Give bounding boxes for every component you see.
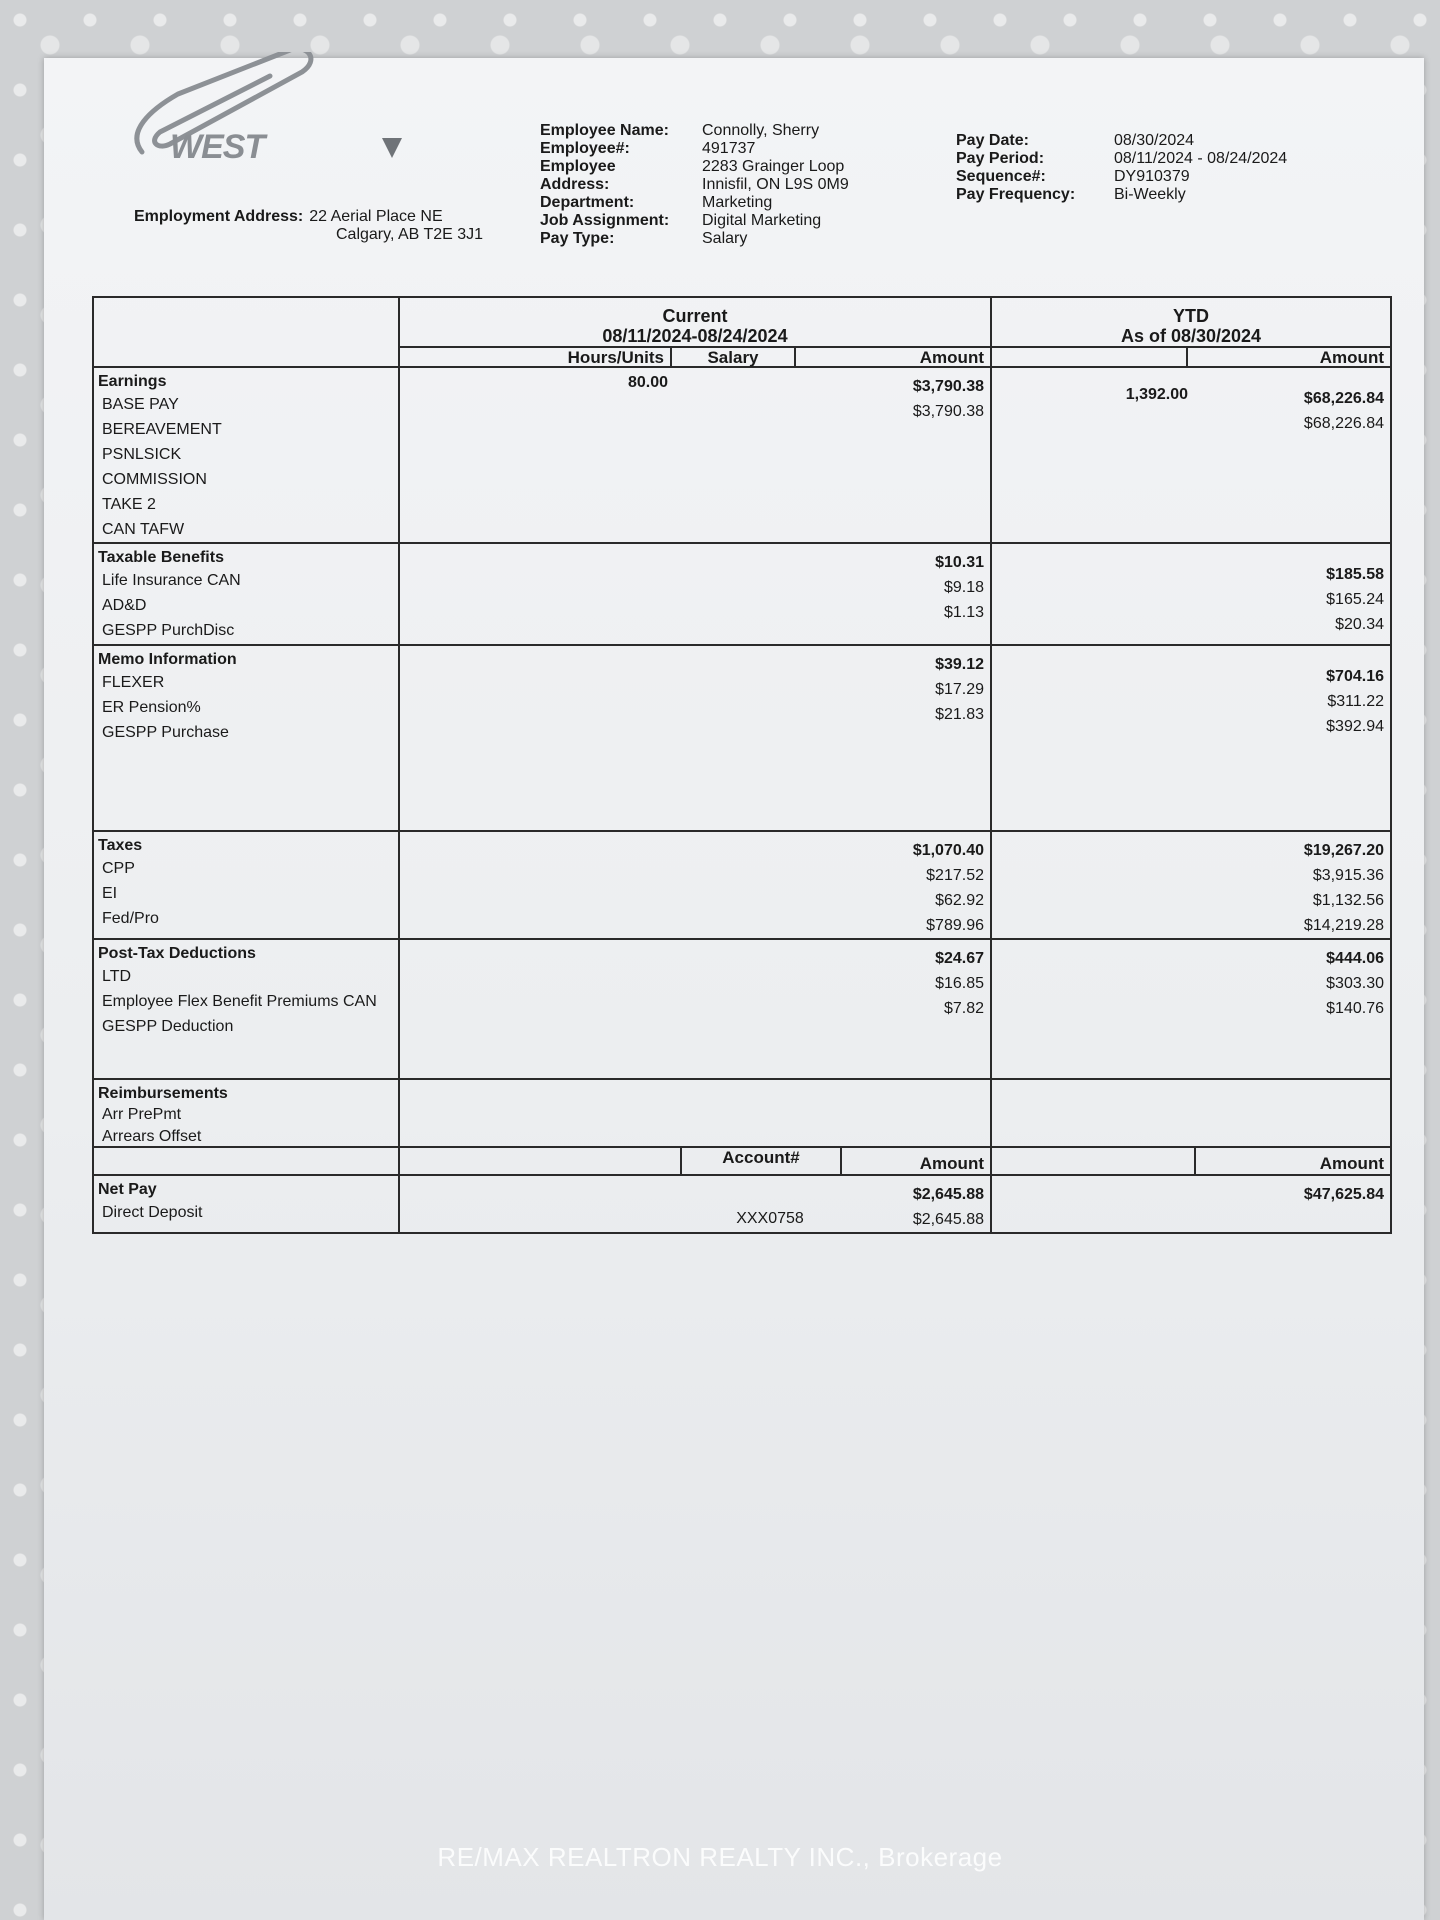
sequence-number: DY910379 xyxy=(1114,168,1190,185)
employee-job-assignment: Digital Marketing xyxy=(702,212,822,229)
employee-name: Connolly, Sherry xyxy=(702,122,820,139)
list-item: ER Pension% xyxy=(102,699,201,716)
post-tax-deductions-section xyxy=(94,940,1390,1080)
employee-address-line1: 2283 Grainger Loop xyxy=(702,158,845,175)
list-item: PSNLSICK xyxy=(102,446,182,463)
ytd-total: $444.06 xyxy=(1326,950,1384,967)
section-title: Post-Tax Deductions xyxy=(98,945,256,962)
current-total: $2,645.88 xyxy=(912,1186,984,1203)
section-title: Taxable Benefits xyxy=(98,549,224,566)
list-item: CPP xyxy=(102,860,135,877)
ytd-amount: $68,226.84 xyxy=(1303,415,1384,432)
list-item: TAKE 2 xyxy=(102,496,156,513)
net-pay-section xyxy=(94,1176,1390,1232)
ytd-amount-header: Amount xyxy=(1319,348,1384,367)
ytd-amount: $303.30 xyxy=(1326,975,1384,992)
current-amount: $2,645.88 xyxy=(912,1211,984,1228)
list-item: LTD xyxy=(102,968,132,985)
list-item: Life Insurance CAN xyxy=(102,572,241,589)
current-hours: 80.00 xyxy=(627,374,668,391)
ytd-total: $68,226.84 xyxy=(1303,390,1384,407)
ytd-hours: 1,392.00 xyxy=(1125,386,1188,403)
employee-pay-type: Salary xyxy=(702,230,748,247)
employee-department: Marketing xyxy=(702,194,773,211)
logo-mark-icon xyxy=(382,138,402,158)
account-header: Account# xyxy=(682,1148,842,1174)
pay-info: Pay Date: 08/30/2024 Pay Period: 08/11/2024 - 08/24/2024 Sequence#: DY910379 Pay Frequency: Bi-Weekly xyxy=(956,132,1288,203)
employee-info: Employee Name: Connolly, Sherry Employee#: 491737 Employee 2283 Grainger Loop Address: Innisfil, ON L9S 0M9 Department: Marketing Job Assignment: Digital Marketing Pay Type: Salary xyxy=(540,122,849,247)
ytd-amount: $3,915.36 xyxy=(1312,867,1384,884)
net-ytd-amount-header: Amount xyxy=(1319,1154,1384,1173)
ytd-amount: $140.76 xyxy=(1326,1000,1384,1017)
list-item: Direct Deposit xyxy=(102,1204,203,1221)
list-item: GESPP PurchDisc xyxy=(102,622,235,639)
list-item: Arr PrePmt xyxy=(102,1106,182,1123)
memo-information-section xyxy=(94,646,1390,832)
net-current-amount-header: Amount xyxy=(919,1154,984,1173)
account-number: XXX0758 xyxy=(736,1210,804,1227)
section-title: Reimbursements xyxy=(98,1085,228,1102)
current-amount: $21.83 xyxy=(935,706,984,723)
ytd-total: $185.58 xyxy=(1326,566,1384,583)
employment-address-line1: 22 Aerial Place NE xyxy=(309,208,443,225)
current-period-title: Current 08/11/2024-08/24/2024 xyxy=(602,306,788,346)
current-amount: $1.13 xyxy=(943,604,984,621)
section-title: Memo Information xyxy=(98,651,237,668)
current-total: $1,070.40 xyxy=(912,842,984,859)
salary-header: Salary xyxy=(672,348,796,366)
section-title: Net Pay xyxy=(98,1181,157,1198)
list-item: BEREAVEMENT xyxy=(102,421,222,438)
ytd-total: $704.16 xyxy=(1326,668,1384,685)
ytd-amount: $20.34 xyxy=(1335,616,1384,633)
current-total: $24.67 xyxy=(935,950,984,967)
employee-address-line2: Innisfil, ON L9S 0M9 xyxy=(702,176,849,193)
ytd-total: $19,267.20 xyxy=(1303,842,1384,859)
ytd-total: $47,625.84 xyxy=(1303,1186,1384,1203)
list-item: Fed/Pro xyxy=(102,910,159,927)
employment-address: Employment Address: 22 Aerial Place NE Calgary, AB T2E 3J1 xyxy=(134,208,484,243)
ytd-amount: $14,219.28 xyxy=(1303,917,1384,934)
current-amount: $16.85 xyxy=(935,975,984,992)
ytd-title: YTD As of 08/30/2024 xyxy=(1120,306,1262,346)
net-pay-header xyxy=(94,1148,1390,1176)
current-amount: $789.96 xyxy=(926,917,984,934)
employee-number: 491737 xyxy=(702,140,756,157)
ytd-amount: $165.24 xyxy=(1326,591,1384,608)
table-header xyxy=(94,298,1390,368)
ytd-amount: $1,132.56 xyxy=(1312,892,1384,909)
list-item: GESPP Purchase xyxy=(102,724,229,741)
current-amount: $217.52 xyxy=(926,867,984,884)
list-item: GESPP Deduction xyxy=(102,1018,234,1035)
employment-address-line2: Calgary, AB T2E 3J1 xyxy=(336,226,484,243)
list-item: CAN TAFW xyxy=(102,521,185,538)
list-item: EI xyxy=(102,885,118,902)
list-item: Arrears Offset xyxy=(102,1128,202,1145)
ytd-amount: $392.94 xyxy=(1326,718,1384,735)
current-amount: $62.92 xyxy=(935,892,984,909)
pay-frequency: Bi-Weekly xyxy=(1114,186,1186,203)
company-logo: WEST xyxy=(170,128,265,166)
current-amount: $3,790.38 xyxy=(912,403,984,420)
section-title: Taxes xyxy=(98,837,143,854)
list-item: COMMISSION xyxy=(102,471,207,488)
taxable-benefits-section xyxy=(94,544,1390,646)
current-amount: $9.18 xyxy=(943,579,984,596)
taxes-section xyxy=(94,832,1390,940)
current-total: $39.12 xyxy=(935,656,984,673)
list-item: AD&D xyxy=(102,597,147,614)
list-item: Employee Flex Benefit Premiums CAN xyxy=(102,993,377,1010)
hours-units-header: Hours/Units xyxy=(400,348,672,366)
current-amount: $7.82 xyxy=(943,1000,984,1017)
pay-period: 08/11/2024 - 08/24/2024 xyxy=(1114,150,1288,167)
pay-date: 08/30/2024 xyxy=(1114,132,1195,149)
pay-stub-table xyxy=(92,296,1392,1234)
earnings-section xyxy=(94,368,1390,544)
section-title: Earnings xyxy=(98,373,167,390)
current-total: $3,790.38 xyxy=(912,378,984,395)
list-item: FLEXER xyxy=(102,674,165,691)
ytd-amount: $311.22 xyxy=(1327,693,1384,710)
current-amount: $17.29 xyxy=(935,681,984,698)
brokerage-watermark: RE/MAX REALTRON REALTY INC., Brokerage xyxy=(437,1842,1003,1872)
current-total: $10.31 xyxy=(935,554,984,571)
reimbursements-section xyxy=(94,1080,1390,1148)
current-amount-header: Amount xyxy=(919,348,984,367)
list-item: BASE PAY xyxy=(102,396,179,413)
